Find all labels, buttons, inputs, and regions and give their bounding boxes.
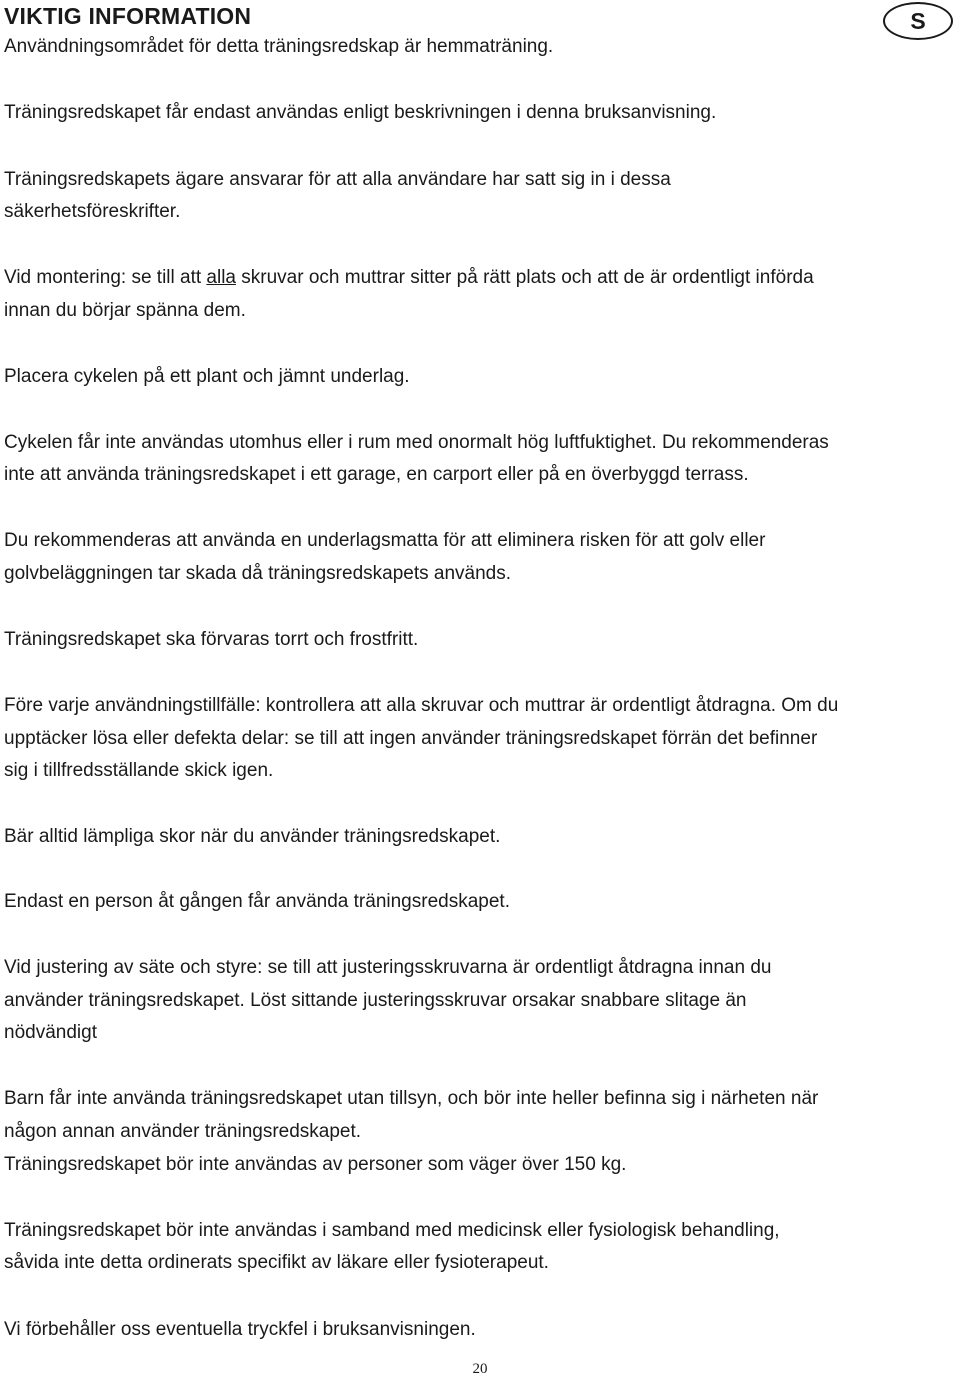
text-line: Träningsredskapet ska förvaras torrt och frostfritt. xyxy=(4,629,419,650)
text-line: golvbeläggningen tar skada då träningsredskapets används. xyxy=(4,563,512,584)
text-line: någon annan använder träningsredskapet. xyxy=(4,1121,362,1142)
text-line: såvida inte detta ordinerats specifikt av läkare eller fysioterapeut. xyxy=(4,1252,549,1273)
text-line: Cykelen får inte användas utomhus eller i rum med onormalt hög luftfuktighet. Du rekommenderas xyxy=(4,432,829,453)
text-line: Vi förbehåller oss eventuella tryckfel i bruksanvisningen. xyxy=(4,1319,476,1340)
text-line: sig i tillfredsställande skick igen. xyxy=(4,760,274,781)
text-line: Träningsredskapets ägare ansvarar för att alla användare har satt sig in i dessa xyxy=(4,169,671,190)
text-line: Vid justering av säte och styre: se till att justeringsskruvarna är ordentligt åtdragna innan du xyxy=(4,957,772,978)
language-badge: S xyxy=(883,2,953,40)
text-line: Före varje användningstillfälle: kontrollera att alla skruvar och muttrar är ordentligt åtdragna. Om du xyxy=(4,695,839,716)
text-line xyxy=(4,266,814,290)
text-line: Endast en person åt gången får använda träningsredskapet. xyxy=(4,891,510,912)
text-line: använder träningsredskapet. Löst sittande justeringsskruvar orsakar snabbare slitage än xyxy=(4,990,747,1011)
text-line: Barn får inte använda träningsredskapet utan tillsyn, och bör inte heller befinna sig i närheten när xyxy=(4,1088,819,1109)
text-line: Träningsredskapet bör inte användas i samband med medicinsk eller fysiologisk behandling, xyxy=(4,1220,780,1241)
text-segment: Vid montering: se till att xyxy=(4,267,207,288)
text-line: nödvändigt xyxy=(4,1022,97,1043)
text-line: Bär alltid lämpliga skor när du använder träningsredskapet. xyxy=(4,826,501,847)
page-number: 20 xyxy=(472,1361,488,1377)
text-line: Träningsredskapet bör inte användas av personer som väger över 150 kg. xyxy=(4,1154,627,1175)
text-line: säkerhetsföreskrifter. xyxy=(4,201,181,222)
text-line: innan du börjar spänna dem. xyxy=(4,300,246,321)
text-line: Placera cykelen på ett plant och jämnt underlag. xyxy=(4,366,410,387)
text-line: Du rekommenderas att använda en underlagsmatta för att eliminera risken för att golv eller xyxy=(4,530,766,551)
text-segment: skruvar och muttrar sitter på rätt plats och att de är ordentligt införda xyxy=(236,267,814,288)
text-line: upptäcker lösa eller defekta delar: se till att ingen använder träningsredskapet förrän det befinner xyxy=(4,728,818,749)
text-line: inte att använda träningsredskapet i ett garage, en carport eller på en överbyggd terrass. xyxy=(4,464,749,485)
page-title: VIKTIG INFORMATION xyxy=(4,3,252,29)
underlined-word: alla xyxy=(206,267,236,288)
text-line: Träningsredskapet får endast användas enligt beskrivningen i denna bruksanvisning. xyxy=(4,102,717,123)
text-line: Användningsområdet för detta träningsredskap är hemmaträning. xyxy=(4,36,554,57)
